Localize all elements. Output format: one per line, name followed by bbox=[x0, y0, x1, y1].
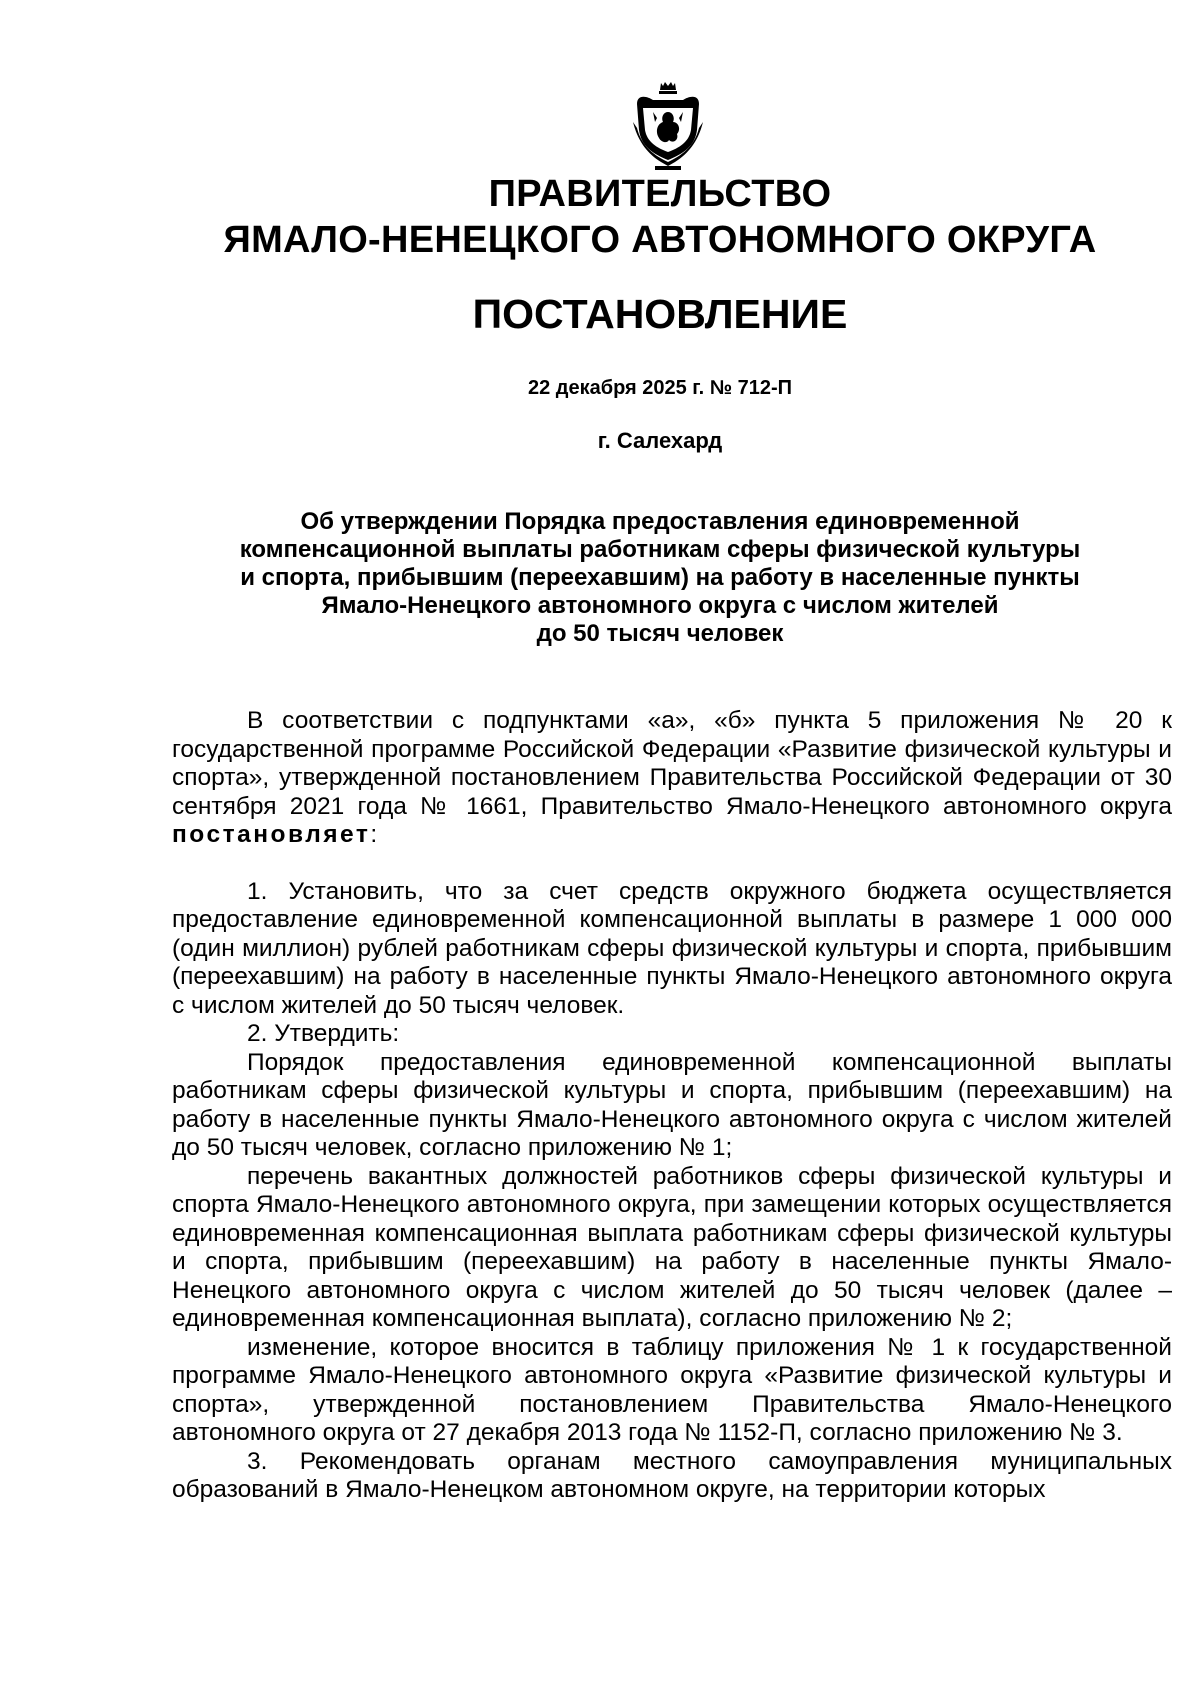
document-body bbox=[172, 707, 1172, 1505]
resolution-keyword: постановляет bbox=[172, 821, 371, 848]
body-paragraph: изменение, которое вносится в таблицу приложения № 1 к государственной программе Ямало-Ненецкого автономного округа «Развитие физической культуры и спорта», утвержденной постановлением Правительства Ямало-Ненецкого автономного округа от 27 декабря 2013 года № 1152-П, согласно приложению № 3. bbox=[172, 1333, 1172, 1446]
title-line: компенсационной выплаты работникам сферы физической культуры bbox=[239, 536, 1081, 563]
city-name: г. Салехард bbox=[597, 428, 723, 453]
body-paragraph: 2. Утвердить: bbox=[247, 1020, 400, 1047]
title-line: до 50 тысяч человек bbox=[536, 620, 784, 647]
body-paragraph: 1. Установить, что за счет средств окружного бюджета осуществляется предоставление единовременной компенсационной выплаты в размере 1 000 000 (один миллион) рублей работникам сферы физической культуры и спорта, прибывшим (переехавшим) на работу в населенные пункты Ямало-Ненецкого автономного округа с числом жителей до 50 тысяч человек. bbox=[172, 877, 1172, 1019]
title-line: Ямало-Ненецкого автономного округа с числом жителей bbox=[321, 592, 999, 619]
preamble-text: В соответствии с подпунктами «а», «б» пункта 5 приложения № 20 к государственной программе Российской Федерации «Развитие физической культуры и спорта», утвержденной постановлением Правительства Российской Федерации от 30 сентября 2021 года № 1661, Правительство Ямало-Ненецкого автономного округа bbox=[172, 707, 1172, 820]
title-line: и спорта, прибывшим (переехавшим) на работу в населенные пункты bbox=[240, 564, 1080, 591]
document-type: ПОСТАНОВЛЕНИЕ bbox=[472, 291, 848, 337]
body-paragraph: перечень вакантных должностей работников сферы физической культуры и спорта Ямало-Ненецкого автономного округа, при замещении которых осуществляется единовременная компенсационная выплата работникам сферы физической культуры и спорта, прибывшим (переехавшим) на работу в населенные пункты Ямало-Ненецкого автономного округа с числом жителей до 50 тысяч человек (далее – единовременная компенсационная выплата), согласно приложению № 2; bbox=[172, 1162, 1172, 1332]
document-title bbox=[180, 508, 1140, 648]
organization-name-line1: ПРАВИТЕЛЬСТВО bbox=[488, 173, 832, 215]
coat-of-arms-icon bbox=[633, 82, 703, 174]
title-line: Об утверждении Порядка предоставления единовременной bbox=[300, 508, 1020, 535]
preamble-end: : bbox=[370, 821, 378, 848]
organization-name-line2: ЯМАЛО-НЕНЕЦКОГО АВТОНОМНОГО ОКРУГА bbox=[223, 219, 1097, 261]
body-paragraph: Порядок предоставления единовременной компенсационной выплаты работникам сферы физической культуры и спорта, прибывшим (переехавшим) на работу в населенные пункты Ямало-Ненецкого автономного округа с числом жителей до 50 тысяч человек, согласно приложению № 1; bbox=[172, 1048, 1172, 1161]
date-and-number: 22 декабря 2025 г. № 712-П bbox=[527, 377, 793, 399]
body-paragraph: 3. Рекомендовать органам местного самоуправления муниципальных образований в Ямало-Ненецком автономном округе, на территории которых bbox=[172, 1447, 1172, 1503]
preamble-paragraph bbox=[172, 707, 1172, 850]
